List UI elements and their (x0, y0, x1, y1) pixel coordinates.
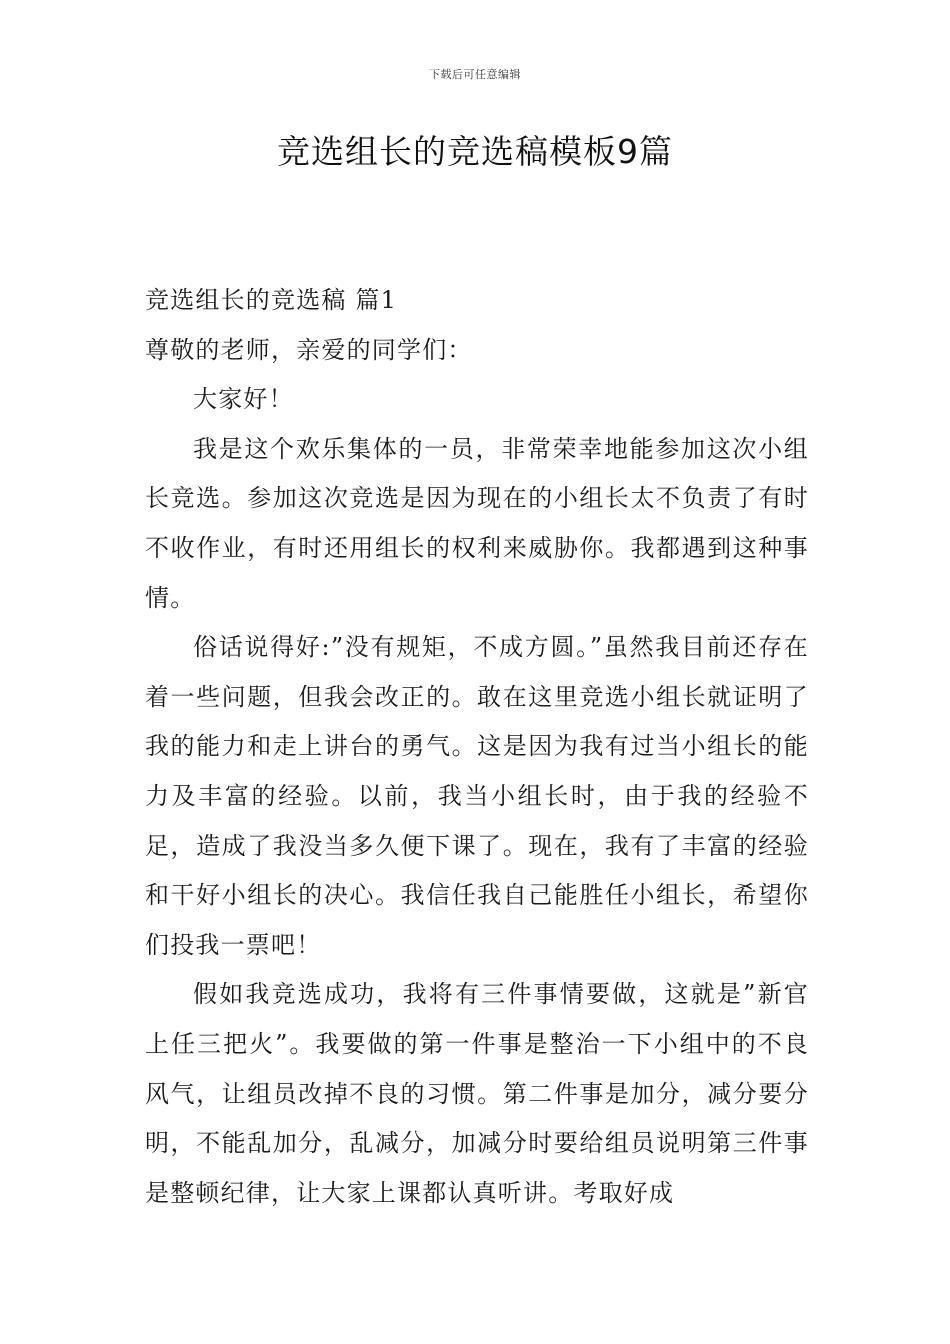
document-body (145, 276, 809, 1218)
salutation: 尊敬的老师，亲爱的同学们： (145, 335, 473, 364)
section-heading: 竞选组长的竞选稿 篇1 (145, 286, 398, 314)
document-title: 竞选组长的竞选稿模板9篇 (277, 132, 673, 171)
greeting: 大家好！ (193, 385, 294, 414)
header-note: 下载后可任意编辑 (429, 68, 521, 81)
paragraph-2: 俗话说得好:”没有规矩，不成方圆。”虽然我目前还存在着一些问题，但我会改正的。敢在这里竞选小组长就证明了我的能力和走上讲台的勇气。这是因为我有过当小组长的能力及丰富的经验。以前，我当小组长时，由于我的经验不足，造成了我没当多久便下课了。现在，我有了丰富的经验和干好小组长的决心。我信任我自己能胜任小组长，希望你们投我一票吧！ (145, 633, 809, 959)
paragraph-3: 假如我竞选成功，我将有三件事情要做，这就是”新官上任三把火”。我要做的第一件事是整治一下小组中的不良风气，让组员改掉不良的习惯。第二件事是加分，减分要分明，不能乱加分，乱减分，加减分时要给组员说明第三件事是整顿纪律，让大家上课都认真听讲。考取好成 (145, 980, 809, 1207)
paragraph-1: 我是这个欢乐集体的一员，非常荣幸地能参加这次小组长竞选。参加这次竞选是因为现在的小组长太不负责了有时不收作业，有时还用组长的权利来威胁你。我都遇到这种事情。 (145, 434, 809, 612)
